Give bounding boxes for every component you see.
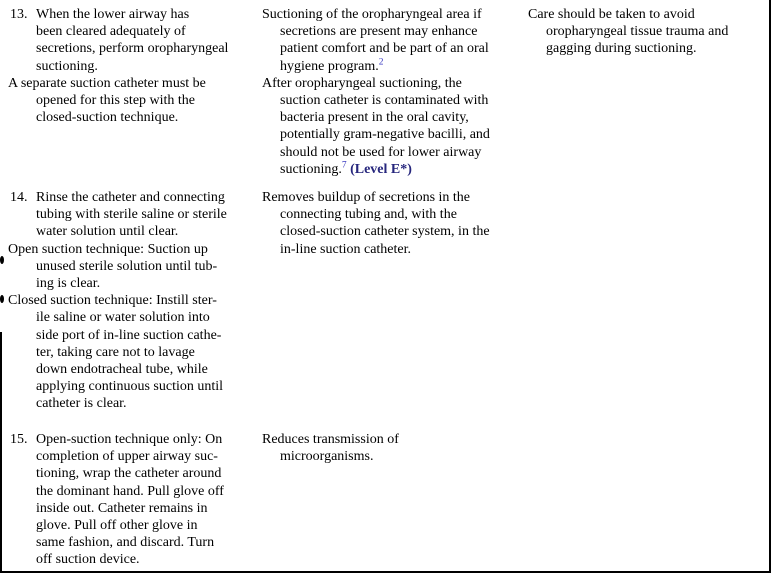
text-line [36, 109, 258, 126]
text-segment: Open-suction technique only: On [36, 432, 223, 447]
text-line [280, 126, 522, 143]
text-segment: closed-suction technique. [36, 110, 179, 126]
text-segment: Rinse the catheter and connecting [36, 190, 225, 205]
text-segment: same fashion, and discard. Turn [36, 535, 215, 551]
table-cell [528, 6, 768, 58]
text-line [36, 40, 258, 57]
text-line [36, 344, 258, 361]
text-line [262, 431, 522, 448]
text-line [280, 448, 522, 465]
paragraph [262, 75, 522, 178]
text-line [280, 109, 522, 126]
text-segment: When the lower airway has [36, 7, 190, 22]
text-segment: in-line suction catheter. [280, 241, 412, 257]
text-segment: inside out. Catheter remains in [36, 500, 208, 516]
paragraph [262, 6, 522, 75]
text-segment: potentially gram-negative bacilli, and [280, 127, 490, 143]
evidence-level-label: (Level E*) [350, 161, 412, 177]
text-line [36, 258, 258, 275]
text-line [36, 395, 258, 412]
text-line [36, 517, 258, 534]
text-line [8, 241, 258, 258]
text-segment: ile saline or water solution into [36, 310, 210, 326]
text-segment: off suction device. [36, 552, 140, 568]
text-segment: should not be used for lower airway [280, 144, 482, 160]
table-cell [8, 431, 258, 569]
text-segment: completion of upper airway suc- [36, 449, 218, 465]
text-segment: unused sterile solution until tub- [36, 258, 218, 274]
text-segment: been cleared adequately of [36, 24, 186, 40]
numbered-step-paragraph [8, 6, 258, 75]
text-segment: closed-suction catheter system, in the [280, 224, 490, 240]
text-line [36, 500, 258, 517]
table-cell [8, 6, 258, 126]
table-cell [262, 431, 522, 465]
text-line [36, 58, 258, 75]
text-segment: Open suction technique: Suction up [8, 241, 208, 257]
text-line [10, 6, 258, 23]
text-line [36, 309, 258, 326]
text-segment: ter, taking care not to lavage [36, 344, 195, 360]
text-segment: down endotracheal tube, while [36, 362, 208, 378]
text-segment: glove. Pull off other glove in [36, 518, 198, 534]
numbered-step-paragraph [8, 189, 258, 241]
text-segment: patient comfort and be part of an oral [280, 41, 489, 57]
text-segment: Suctioning of the oropharyngeal area if [262, 7, 482, 22]
text-line [280, 40, 522, 57]
paragraph [528, 6, 768, 58]
text-segment: connecting tubing and, with the [280, 207, 457, 223]
text-line [262, 189, 522, 206]
text-segment: catheter is clear. [36, 396, 127, 412]
text-segment: secretions, perform oropharyngeal [36, 41, 229, 57]
text-segment: bacteria present in the oral cavity, [280, 110, 469, 126]
text-line [262, 75, 522, 92]
step-number: 15. [10, 432, 28, 447]
text-segment: suctioning. [36, 58, 98, 74]
text-segment: side port of in-line suction cathe- [36, 327, 222, 343]
scan-ink-speck [0, 256, 4, 264]
text-line [36, 223, 258, 240]
text-segment: tubing with sterile saline or sterile [36, 207, 227, 223]
text-segment: hygiene program. [280, 58, 379, 74]
scan-left-border-line [0, 332, 2, 573]
text-line [36, 448, 258, 465]
text-segment: tioning, wrap the catheter around [36, 466, 222, 482]
text-line [280, 206, 522, 223]
text-line [8, 75, 258, 92]
paragraph [262, 431, 522, 465]
text-line [36, 206, 258, 223]
paragraph [8, 75, 258, 127]
text-line [8, 292, 258, 309]
reference-superscript: 2 [378, 56, 384, 67]
scan-ink-speck [0, 295, 4, 303]
paragraph [262, 189, 522, 258]
text-line [10, 189, 258, 206]
text-line [546, 40, 768, 57]
text-line [36, 327, 258, 344]
paragraph [8, 241, 258, 293]
text-segment: suctioning. [280, 161, 342, 177]
text-segment: the dominant hand. Pull glove off [36, 483, 224, 499]
text-segment: secretions are present may enhance [280, 24, 478, 40]
text-line [36, 465, 258, 482]
step-number: 13. [10, 7, 28, 22]
text-line [280, 23, 522, 40]
reference-superscript: 7 [341, 160, 347, 171]
text-line [36, 534, 258, 551]
text-segment: Removes buildup of secretions in the [262, 190, 471, 205]
text-line [546, 23, 768, 40]
text-line [280, 144, 522, 161]
text-line [280, 241, 522, 258]
text-line [36, 483, 258, 500]
text-segment: Closed suction technique: Instill ster- [8, 293, 217, 309]
text-segment: applying continuous suction until [36, 379, 224, 395]
text-segment: A separate suction catheter must be [8, 75, 206, 91]
paragraph [8, 292, 258, 412]
text-line [36, 551, 258, 568]
text-line [280, 223, 522, 240]
step-number: 14. [10, 190, 28, 205]
text-line [262, 6, 522, 23]
text-line [36, 275, 258, 292]
text-segment: microorganisms. [280, 449, 374, 465]
text-line [280, 161, 522, 178]
table-cell [8, 189, 258, 413]
text-line [36, 378, 258, 395]
text-segment: ing is clear. [36, 276, 101, 292]
text-segment: gagging during suctioning. [546, 41, 697, 57]
text-segment: water solution until clear. [36, 224, 179, 240]
text-segment: Reduces transmission of [262, 432, 399, 447]
text-line [36, 92, 258, 109]
table-cell [262, 189, 522, 258]
text-line [36, 23, 258, 40]
text-segment: opened for this step with the [36, 93, 196, 109]
text-line [528, 6, 768, 23]
text-line [10, 431, 258, 448]
text-line [280, 92, 522, 109]
numbered-step-paragraph [8, 431, 258, 569]
text-segment: Care should be taken to avoid [528, 7, 695, 22]
text-segment: After oropharyngeal suctioning, the [262, 75, 462, 91]
text-segment: oropharyngeal tissue trauma and [546, 24, 729, 40]
table-cell [262, 6, 522, 178]
text-segment: suction catheter is contaminated with [280, 93, 489, 109]
text-line [280, 58, 522, 75]
text-line [36, 361, 258, 378]
